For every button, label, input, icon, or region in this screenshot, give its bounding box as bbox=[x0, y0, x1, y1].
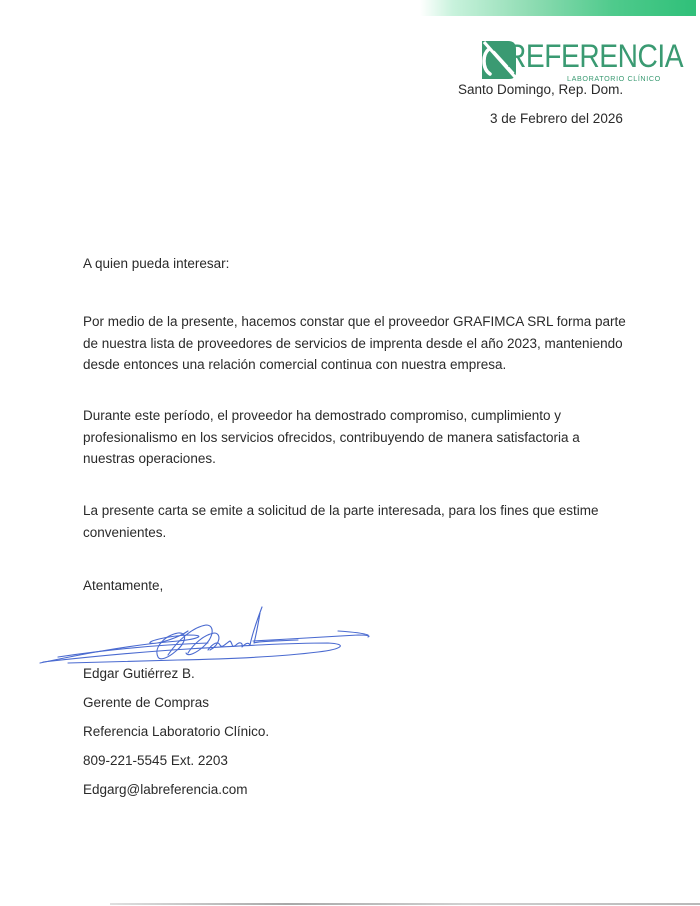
paragraph-line: Durante este período, el proveedor ha demostrado compromiso, cumplimiento y bbox=[83, 408, 561, 423]
signer-phone: 809-221-5545 Ext. 2203 bbox=[83, 753, 228, 768]
paragraph-line: Por medio de la presente, hacemos constar que el proveedor GRAFIMCA SRL forma parte bbox=[83, 314, 626, 329]
signature-block bbox=[83, 664, 269, 809]
company-logo bbox=[478, 38, 684, 86]
signer-email: Edgarg@labreferencia.com bbox=[83, 782, 248, 797]
signer-title: Gerente de Compras bbox=[83, 695, 210, 710]
paragraph-line: desde entonces una relación comercial continua con nuestra empresa. bbox=[83, 357, 507, 372]
paragraph-line: profesionalismo en los servicios ofrecidos, contribuyendo de manera satisfactoria a bbox=[83, 429, 580, 445]
logo-wordmark: REFERENCIA bbox=[506, 38, 684, 74]
signer-name: Edgar Gutiérrez B. bbox=[83, 666, 195, 681]
paragraph-performance bbox=[83, 405, 643, 470]
closing: Atentamente, bbox=[83, 578, 164, 593]
signer-company: Referencia Laboratorio Clínico. bbox=[83, 724, 270, 739]
letter-place: Santo Domingo, Rep. Dom. bbox=[458, 82, 624, 97]
salutation: A quien pueda interesar: bbox=[83, 256, 230, 271]
paragraph-line: de nuestra lista de proveedores de servicios de imprenta desde el año 2023, manteniendo bbox=[83, 335, 623, 351]
handwritten-signature bbox=[38, 605, 373, 670]
paragraph-line: nuestras operaciones. bbox=[83, 451, 216, 466]
footer-divider bbox=[110, 903, 700, 905]
letterhead-accent-bar bbox=[420, 0, 696, 16]
paragraph-line: convenientes. bbox=[83, 524, 167, 540]
logo-subtitle: LABORATORIO CLÍNICO bbox=[567, 74, 661, 83]
paragraph-line: La presente carta se emite a solicitud de la parte interesada, para los fines que estime bbox=[83, 503, 599, 518]
letter-date: 3 de Febrero del 2026 bbox=[490, 111, 623, 126]
paragraph-purpose bbox=[83, 500, 643, 543]
paragraph-supplier-statement bbox=[83, 311, 643, 376]
